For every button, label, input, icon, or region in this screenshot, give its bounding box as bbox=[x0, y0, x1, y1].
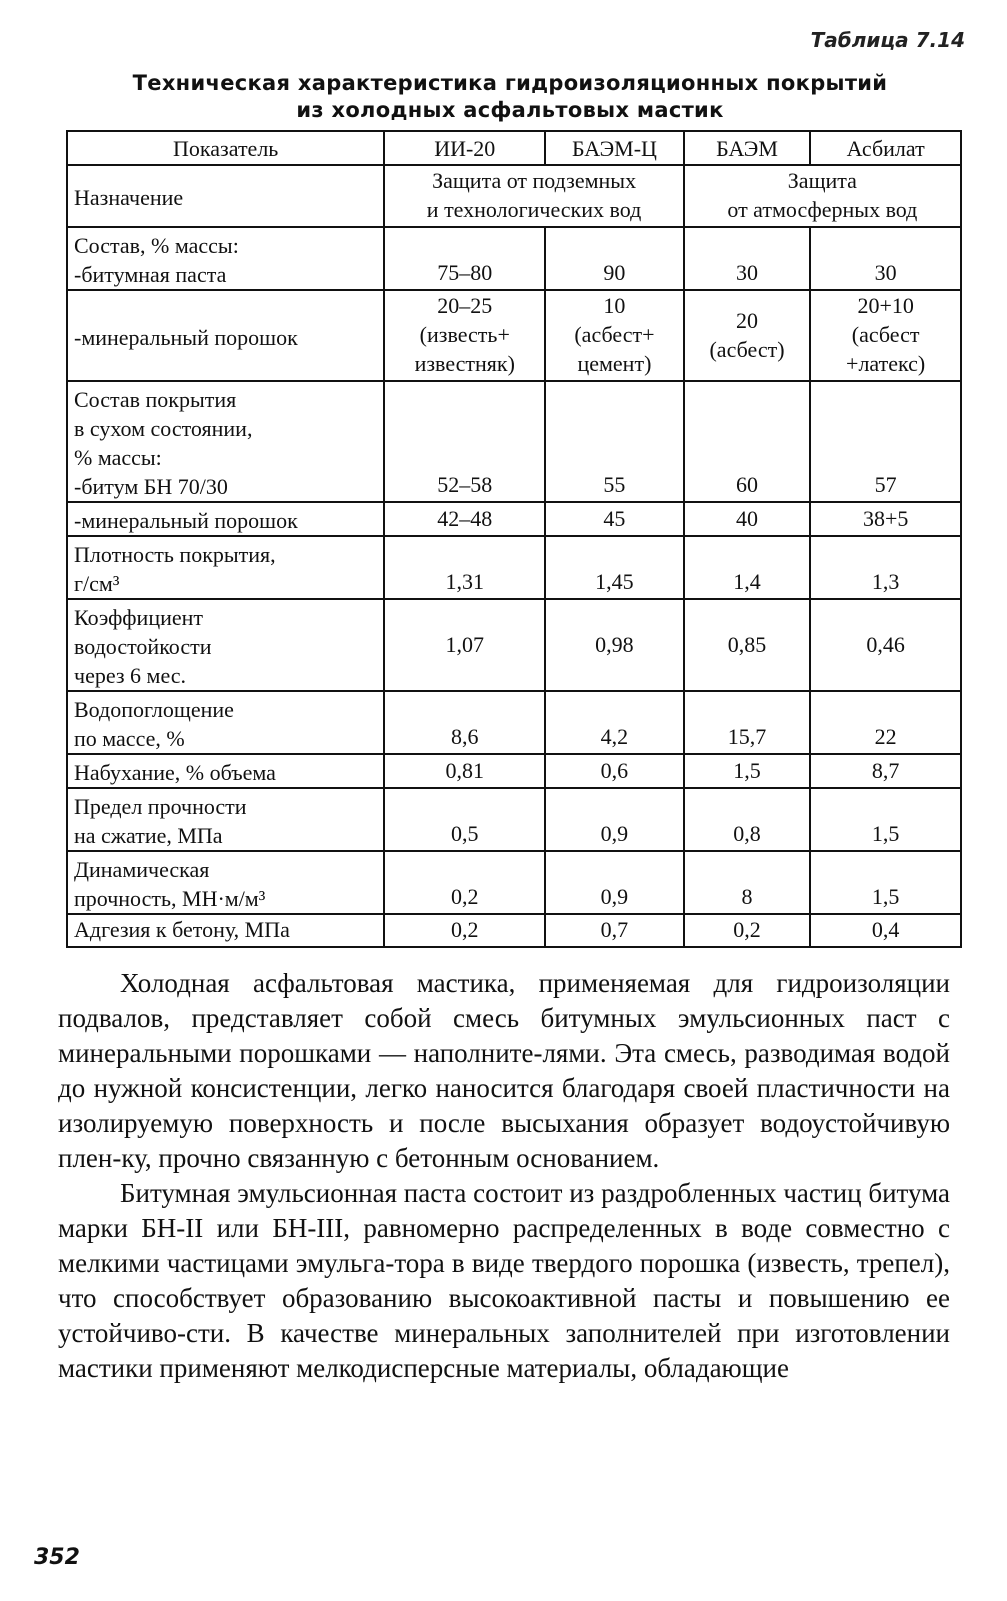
water-res-baem-c: 0,98 bbox=[545, 599, 684, 691]
composition-powder-baem-c bbox=[545, 290, 684, 381]
water-res-line-1: Коэффициент bbox=[74, 605, 204, 630]
paragraph-1: Холодная асфальтовая мастика, применяемая для гидроизоляции подвалов, представляет собой смесь битумных эмульсионных паст с минеральными порошками — наполните-лями. Эта смесь, разводимая водой до нужной консистенции, легко наносится благодаря своей пластичности на изолируемую поверхность и после высыхания образует водоустойчивую плен-ку, прочно связанную с бетонным основанием. bbox=[58, 968, 950, 1173]
row-label-absorption bbox=[67, 691, 384, 754]
adhesion-ii20: 0,2 bbox=[384, 914, 545, 947]
table-row-swelling bbox=[67, 754, 961, 788]
composition-bitumen-baem: 30 bbox=[684, 227, 811, 290]
strength-asbilat: 1,5 bbox=[810, 788, 961, 851]
strength-line-1: Предел прочности bbox=[74, 794, 247, 819]
row-label-density bbox=[67, 536, 384, 599]
dry-line-1: Состав покрытия bbox=[74, 387, 237, 412]
strength-ii20: 0,5 bbox=[384, 788, 545, 851]
purpose-group-1 bbox=[384, 165, 683, 227]
body-text bbox=[58, 966, 950, 1386]
page-number: 352 bbox=[34, 1545, 80, 1570]
composition-powder-asbilat-line-3: +латекс) bbox=[846, 351, 926, 376]
composition-powder-ii20-line-2: (известь+ bbox=[419, 322, 510, 347]
dry-powder-baem-c: 45 bbox=[545, 502, 684, 536]
composition-heading: Состав, % массы: bbox=[74, 233, 239, 258]
dynamic-line-1: Динамическая bbox=[74, 857, 210, 882]
table-title bbox=[60, 70, 960, 124]
composition-powder-baem bbox=[684, 290, 811, 381]
composition-powder-ii20-line-3: известняк) bbox=[414, 351, 515, 376]
density-ii20: 1,31 bbox=[384, 536, 545, 599]
dry-bitumen-ii20: 52–58 bbox=[384, 381, 545, 502]
column-header-baem-c: БАЭМ-Ц bbox=[545, 131, 684, 165]
dynamic-line-2: прочность, МН·м/м³ bbox=[74, 886, 266, 911]
row-label-strength bbox=[67, 788, 384, 851]
table-row-composition-powder bbox=[67, 290, 961, 381]
table-row-water-resistance bbox=[67, 599, 961, 691]
table-row-absorption bbox=[67, 691, 961, 754]
dynamic-baem-c: 0,9 bbox=[545, 851, 684, 914]
paragraph-2: Битумная эмульсионная паста состоит из раздробленных частиц битума марки БН-II или БН-III, равномерно распределенных в воде совместно с мелкими частицами эмульга-тора в виде твердого порошка (известь, трепел), что способствует образованию высокоактивной пасты и повышению ее устойчиво-сти. В качестве минеральных заполнителей при изготовлении мастики применяют мелкодисперсные материалы, обладающие bbox=[58, 1178, 950, 1383]
water-res-line-2: водостойкости bbox=[74, 634, 212, 659]
dynamic-baem: 8 bbox=[684, 851, 811, 914]
composition-powder-baem-line-1: 20 bbox=[736, 307, 759, 333]
swelling-baem-c: 0,6 bbox=[545, 754, 684, 788]
adhesion-baem-c: 0,7 bbox=[545, 914, 684, 947]
dry-powder-label: -минеральный порошок bbox=[67, 502, 384, 536]
dynamic-ii20: 0,2 bbox=[384, 851, 545, 914]
dry-bitumen-label: -битум БН 70/30 bbox=[74, 474, 228, 499]
dynamic-asbilat: 1,5 bbox=[810, 851, 961, 914]
table-row-purpose bbox=[67, 165, 961, 227]
strength-baem-c: 0,9 bbox=[545, 788, 684, 851]
density-baem-c: 1,45 bbox=[545, 536, 684, 599]
absorption-asbilat: 22 bbox=[810, 691, 961, 754]
density-baem: 1,4 bbox=[684, 536, 811, 599]
composition-powder-asbilat-line-1: 20+10 bbox=[857, 293, 914, 318]
swelling-asbilat: 8,7 bbox=[810, 754, 961, 788]
adhesion-baem: 0,2 bbox=[684, 914, 811, 947]
dry-bitumen-baem-c: 55 bbox=[545, 381, 684, 502]
dry-bitumen-baem: 60 bbox=[684, 381, 811, 502]
dry-powder-baem: 40 bbox=[684, 502, 811, 536]
composition-powder-label: -минеральный порошок bbox=[67, 290, 384, 381]
table-row-composition-bitumen bbox=[67, 227, 961, 290]
row-label-dry-composition bbox=[67, 381, 384, 502]
purpose-group-2 bbox=[684, 165, 961, 227]
composition-powder-ii20 bbox=[384, 290, 545, 381]
column-header-baem: БАЭМ bbox=[684, 131, 811, 165]
purpose-group-1-line-1: Защита от подземных bbox=[432, 168, 637, 193]
water-res-asbilat: 0,46 bbox=[810, 599, 961, 691]
water-res-baem: 0,85 bbox=[684, 599, 811, 691]
table-row-dry-bitumen bbox=[67, 381, 961, 502]
composition-bitumen-ii20: 75–80 bbox=[384, 227, 545, 290]
composition-powder-ii20-line-1: 20–25 bbox=[437, 293, 493, 318]
purpose-group-2-line-1: Защита bbox=[787, 168, 857, 193]
table-title-line-2: из холодных асфальтовых мастик bbox=[296, 98, 724, 122]
composition-powder-asbilat-line-2: (асбест bbox=[851, 322, 920, 347]
table-number-label: Таблица 7.14 bbox=[810, 28, 965, 52]
table-title-line-1: Техническая характеристика гидроизоляционных покрытий bbox=[132, 71, 888, 95]
composition-powder-baem-line-2: (асбест) bbox=[709, 336, 785, 362]
density-line-1: Плотность покрытия, bbox=[74, 542, 276, 567]
column-header-ii20: ИИ-20 bbox=[384, 131, 545, 165]
adhesion-asbilat: 0,4 bbox=[810, 914, 961, 947]
composition-powder-baem-c-line-3: цемент) bbox=[577, 351, 652, 376]
purpose-group-2-line-2: от атмосферных вод bbox=[727, 197, 918, 222]
table-row-dry-powder bbox=[67, 502, 961, 536]
composition-bitumen-asbilat: 30 bbox=[810, 227, 961, 290]
row-label-swelling: Набухание, % объема bbox=[67, 754, 384, 788]
dry-powder-asbilat: 38+5 bbox=[810, 502, 961, 536]
water-res-ii20: 1,07 bbox=[384, 599, 545, 691]
row-label-dynamic bbox=[67, 851, 384, 914]
swelling-baem: 1,5 bbox=[684, 754, 811, 788]
table-row-dynamic bbox=[67, 851, 961, 914]
absorption-line-1: Водопоглощение bbox=[74, 697, 234, 722]
row-label-adhesion: Адгезия к бетону, МПа bbox=[67, 914, 384, 947]
absorption-baem: 15,7 bbox=[684, 691, 811, 754]
composition-bitumen-baem-c: 90 bbox=[545, 227, 684, 290]
purpose-group-1-line-2: и технологических вод bbox=[426, 197, 642, 222]
density-asbilat: 1,3 bbox=[810, 536, 961, 599]
table-row-adhesion bbox=[67, 914, 961, 947]
strength-baem: 0,8 bbox=[684, 788, 811, 851]
dry-powder-ii20: 42–48 bbox=[384, 502, 545, 536]
water-res-line-3: через 6 мес. bbox=[74, 663, 187, 688]
strength-line-2: на сжатие, МПа bbox=[74, 823, 223, 848]
row-label-purpose: Назначение bbox=[67, 165, 384, 227]
dry-line-2: в сухом состоянии, bbox=[74, 416, 253, 441]
swelling-ii20: 0,81 bbox=[384, 754, 545, 788]
absorption-baem-c: 4,2 bbox=[545, 691, 684, 754]
composition-bitumen-label: -битумная паста bbox=[74, 262, 227, 287]
table-row-strength bbox=[67, 788, 961, 851]
table-row-density bbox=[67, 536, 961, 599]
row-label-water-resistance bbox=[67, 599, 384, 691]
composition-powder-baem-c-line-1: 10 bbox=[603, 293, 626, 318]
composition-powder-asbilat bbox=[810, 290, 961, 381]
absorption-ii20: 8,6 bbox=[384, 691, 545, 754]
column-header-indicator: Показатель bbox=[67, 131, 384, 165]
table-header-row bbox=[67, 131, 961, 165]
column-header-asbilat: Асбилат bbox=[810, 131, 961, 165]
composition-powder-baem-c-line-2: (асбест+ bbox=[574, 322, 655, 347]
absorption-line-2: по массе, % bbox=[74, 726, 185, 751]
dry-bitumen-asbilat: 57 bbox=[810, 381, 961, 502]
dry-line-3: % массы: bbox=[74, 445, 162, 470]
density-line-2: г/см³ bbox=[74, 571, 120, 596]
row-label-composition bbox=[67, 227, 384, 290]
characteristics-table bbox=[66, 130, 962, 948]
